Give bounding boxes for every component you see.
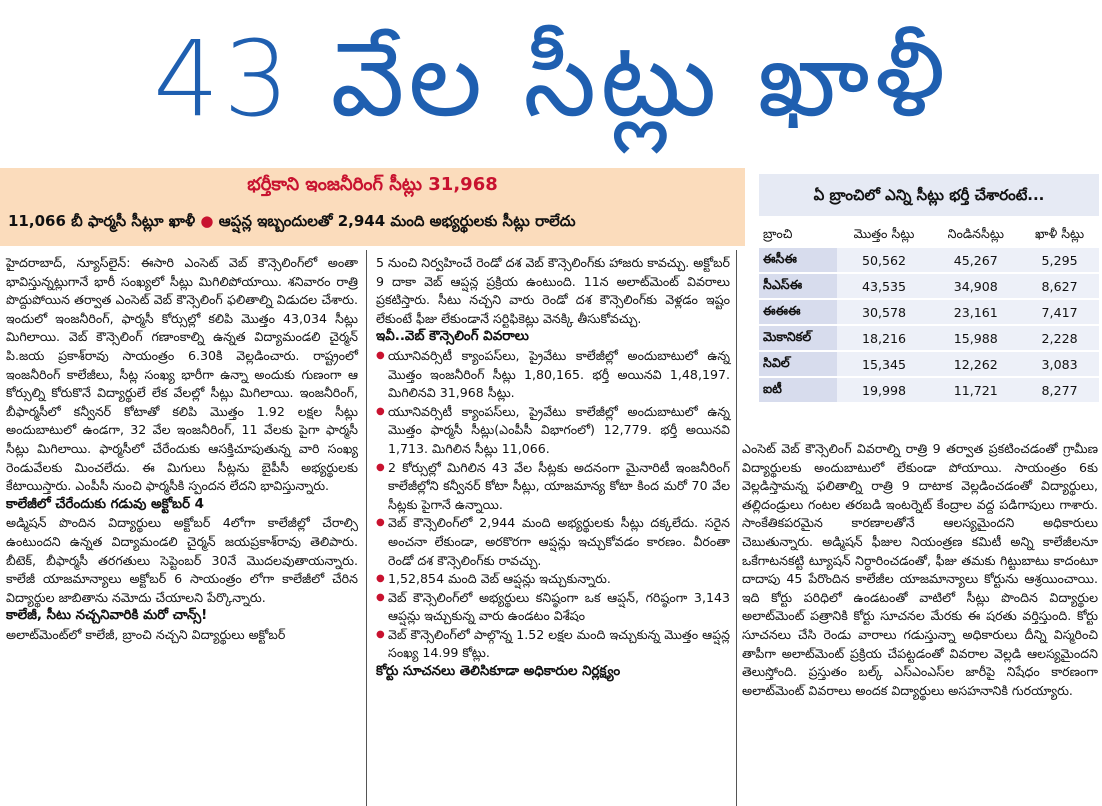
table-row bbox=[759, 351, 1099, 377]
list-item: ● 2 కోర్సుల్లో మిగిలిన 43 వేల సీట్లకు అదనంగా మైనారిటీ ఇంజనీరింగ్ కాలేజీల్లోని కన్వీనర్ కోటా సీట్లు, యాజమాన్య కోటా కింద మరో 70 వేల సీట్లకు పైగానే ఉన్నాయి. bbox=[376, 459, 730, 515]
header-filled: నిండినసీట్లు bbox=[931, 222, 1020, 248]
paragraph: అలాట్‌మెంట్‌లో కాలేజీ, బ్రాంచి నచ్చని విద్యార్థులు అక్టోబర్ bbox=[6, 626, 286, 642]
cell-total: 18,216 bbox=[837, 325, 932, 351]
subhead: కాలేజీ, సీటు నచ్చనివారికి మరో చాన్స్! bbox=[6, 608, 208, 624]
branch-table-box bbox=[759, 174, 1099, 430]
cell-branch: సీఎస్ఈ bbox=[759, 273, 837, 299]
cell-total: 15,345 bbox=[837, 351, 932, 377]
paragraph: హైదరాబాద్, న్యూస్‌లైన్: ఈసారి ఎంసెట్ వెబ్ కౌన్సెలింగ్‌లో అంతా భావిస్తున్నట్లుగానే భారీ సంఖ్యలో సీట్లు మిగిలిపోయాయి. శనివారం రాత్రి పొద్దుపోయిన తర్వాత ఎంసెట్ వెబ్ కౌన్సెలింగ్ ఫలితాల్ని విడుదల చేశారు. ఇందులో ఇంజనీరింగ్, ఫార్మసీ కోర్సుల్లో కలిపి మొత్తం 43,034 సీట్లు మిగిలాయి. వెబ్ కౌన్సెలింగ్ గణాంకాల్ని ఉన్నత విద్యామండలి చైర్మన్ పి.జయ ప్రకాశ్‌రావు సాయంత్రం 6.30కి వెల్లడించారు. రాష్ట్రంలో ఇంజనీరింగ్ కాలేజీలు, సీట్ల సంఖ్య భారీగా ఉన్నా అందుకు గుణంగా ఆ కోర్సుల్ని కోరుకొనే విద్యార్థులే లేక వేలల్లో సీట్లు మిగిలాయి. ఇంజనీరింగ్, బీఫార్మసీలో కన్వీనర్ కోటాతో కలిపి మొత్తం 1.92 లక్షల సీట్లు అందుబాటులో ఉండగా, 32 వేల ఇంజనీరింగ్, 11 వేలకు పైగా ఫార్మసీ సీట్లు మిగిలాయి. ఫార్మసీలో చేరేందుకు ఆసక్తిచూపుతున్న వారి సంఖ్య రెండువేలకు మించలేదు. ఈ మిగులు సీట్లను బైపీసీ అభ్యర్థులకు కేటాయిస్తారు. ఎంపీసీ నుంచి ఫార్మసీకి స్పందన లేదని భావిస్తున్నారు. bbox=[6, 255, 358, 494]
cell-branch: సివిల్ bbox=[759, 351, 837, 377]
cell-vacant: 8,627 bbox=[1020, 273, 1099, 299]
cell-total: 30,578 bbox=[837, 299, 932, 325]
subhead: కాలేజీలో చేరేందుకు గడువు అక్టోబర్ 4 bbox=[6, 496, 204, 512]
cell-total: 50,562 bbox=[837, 248, 932, 273]
cell-branch: ఈఈఈ bbox=[759, 299, 837, 325]
table-row bbox=[759, 377, 1099, 403]
cell-filled: 15,988 bbox=[931, 325, 1020, 351]
cell-vacant: 2,228 bbox=[1020, 325, 1099, 351]
header-vacant: ఖాళీ సీట్లు bbox=[1020, 222, 1099, 248]
cell-filled: 45,267 bbox=[931, 248, 1020, 273]
paragraph: 5 నుంచి నిర్వహించే రెండో దశ వెబ్ కౌన్సెలింగ్‌కు హాజరు కావచ్చు. అక్టోబర్ 9 దాకా వెబ్ ఆప్షన్ల ప్రక్రియ ఉంటుంది. 11న అలాట్‌మెంట్ వివరాలు ప్రకటిస్తారు. సీటు నచ్చని వారు రెండో దశ కౌన్సెలింగ్‌కు వెళ్లడం ఇష్టం లేకుంటే ఫీజు లేకుండానే సర్టిఫికెట్లు వెనక్కి తీసుకోవచ్చు. bbox=[376, 255, 730, 326]
cell-total: 19,998 bbox=[837, 377, 932, 403]
branch-table bbox=[759, 222, 1099, 404]
cell-filled: 12,262 bbox=[931, 351, 1020, 377]
subhead: కోర్టు సూచనలు తెలిసికూడా అధికారుల నిర్లక్ష్యం bbox=[376, 664, 621, 680]
article-column-2 bbox=[376, 254, 730, 682]
deck-box bbox=[0, 168, 745, 246]
subheadline-part2: ఆప్షన్ల ఇబ్బందులతో 2,944 మంది అభ్యర్థులకు సీట్లు రాలేదు bbox=[218, 212, 576, 230]
column-divider bbox=[366, 250, 367, 806]
paragraph: ఎంసెట్ వెబ్ కౌన్సెలింగ్ వివరాల్ని రాత్రి 9 తర్వాత ప్రకటించడంతో గ్రామీణ విద్యార్థులకు అందుబాటులో లేకుండా పోయాయి. సాయంత్రం 6కు వెల్లడిస్తామన్న ఫలితాల్ని రాత్రి 9 దాటాక వెల్లడించడంతో విద్యార్థులు, తల్లిదండ్రులు గంటల తరబడి ఇంటర్నెట్ కేంద్రాల వద్ద పడిగాపులు గాశారు. సాంకేతికపరమైన కారణాలతోనే ఆలస్యమైందని అధికారులు చెబుతున్నారు. అడ్మిషన్ ఫీజుల నియంత్రణ కమిటీ అన్ని కాలేజీలనూ ఒకేగాటనకట్టి ట్యూషన్ నిర్ధారించడంతో, ఫీజు తమకు గిట్టుబాటు కాదంటూ దాదాపు 45 పేరొందిన కాలేజీల యాజమాన్యాలు కోర్టును ఆశ్రయించాయి. ఇది కోర్టు పరిధిలో ఉండటంతో వాటిలో సీట్లు పొందిన విద్యార్థుల అలాట్‌మెంట్ పత్రానికి కోర్టు సూచనల మేరకు ఈ షరతు వర్తిస్తుంది. కోర్టు సూచనలు చేసి రెండు వారాలు గడుస్తున్నా అధికారులు దీన్ని విస్మరించి తాపీగా అలాట్‌మెంట్ ప్రక్రియ చేపట్టడంతో వివరాల వెల్లడి ఆలస్యమైందని తెలుస్తోంది. ప్రస్తుతం బల్క్ ఎస్ఎంఎస్‌ల జారీపై నిషేధం కారణంగా అలాట్‌మెంట్ వివరాలు అందక విద్యార్థులు అసహనానికి గురయ్యారు. bbox=[742, 441, 1098, 698]
bullet-dot-icon: ● bbox=[200, 212, 214, 230]
cell-vacant: 7,417 bbox=[1020, 299, 1099, 325]
paragraph: అడ్మిషన్ పొందిన విద్యార్థులు అక్టోబర్ 4లోగా కాలేజీల్లో చేరాల్సి ఉంటుందని ఉన్నత విద్యామండలి చైర్మన్ జయప్రకాశ్‌రావు తెలిపారు. బీటెక్, బీఫార్మసీ తరగతులు సెప్టెంబర్ 30నే మొదలవుతాయన్నారు. కాలేజీ యాజమాన్యాలు అక్టోబర్ 6 సాయంత్రం లోగా కాలేజీలో చేరిన విద్యార్థుల జాబితాను నమోదు చేయాలని పేర్కొన్నారు. bbox=[6, 515, 358, 605]
kicker: భర్తీకాని ఇంజనీరింగ్ సీట్లు 31,968 bbox=[247, 174, 498, 195]
cell-vacant: 5,295 bbox=[1020, 248, 1099, 273]
header-branch: బ్రాంచి bbox=[759, 222, 837, 248]
table-row bbox=[759, 299, 1099, 325]
cell-filled: 23,161 bbox=[931, 299, 1020, 325]
cell-filled: 34,908 bbox=[931, 273, 1020, 299]
list-item: ● 1,52,854 మంది వెబ్ ఆప్షన్లు ఇచ్చుకున్నారు. bbox=[376, 570, 730, 589]
table-row bbox=[759, 248, 1099, 273]
cell-vacant: 8,277 bbox=[1020, 377, 1099, 403]
list-item: ● యూనివర్సిటీ క్యాంపస్‌లు, ప్రైవేటు కాలేజీల్లో అందుబాటులో ఉన్న మొత్తం ఇంజనీరింగ్ సీట్లు 1,80,165. భర్తీ అయినవి 1,48,197. మిగిలినవి 31,968 సీట్లు. bbox=[376, 347, 730, 403]
list-item: ● యూనివర్సిటీ క్యాంపస్‌లు, ప్రైవేటు కాలేజీల్లో అందుబాటులో ఉన్న మొత్తం ఫార్మసీ సీట్లు(ఎంపీసీ విభాగంలో) 12,779. భర్తీ అయినవి 1,713. మిగిలిన సీట్లు 11,066. bbox=[376, 403, 730, 459]
cell-branch: ఈసీఈ bbox=[759, 248, 837, 273]
article-column-1 bbox=[6, 254, 358, 644]
cell-total: 43,535 bbox=[837, 273, 932, 299]
cell-branch: మెకానికల్ bbox=[759, 325, 837, 351]
subheadline bbox=[8, 212, 738, 234]
list-item: ● వెబ్ కౌన్సెలింగ్‌లో అభ్యర్థులు కనిష్ఠంగా ఒక ఆప్షన్, గరిష్ఠంగా 3,143 ఆప్షన్లు ఇచ్చుకున్న వారు ఉండటం విశేషం bbox=[376, 589, 730, 626]
table-row bbox=[759, 273, 1099, 299]
subhead: ఇవీ..వెబ్ కౌన్సెలింగ్ వివరాలు bbox=[376, 329, 529, 345]
list-item: ● వెబ్ కౌన్సెలింగ్‌లో పాల్గొన్న 1.52 లక్షల మంది ఇచ్చుకున్న మొత్తం ఆప్షన్ల సంఖ్య 14.99 కోట్లు. bbox=[376, 626, 730, 663]
cell-branch: ఐటీ bbox=[759, 377, 837, 403]
list-item: ● వెబ్ కౌన్సెలింగ్‌లో 2,944 మంది అభ్యర్థులకు సీట్లు దక్కలేదు. సరైన అంచనా లేకుండా, అరకొరగా ఆప్షన్లు ఇచ్చుకోవడం కారణం. వీరంతా రెండో దశ కౌన్సెలింగ్‌కు రావచ్చు. bbox=[376, 514, 730, 570]
column-divider bbox=[736, 250, 737, 806]
article-column-3 bbox=[742, 440, 1098, 700]
cell-vacant: 3,083 bbox=[1020, 351, 1099, 377]
subheadline-part1: 11,066 బీ ఫార్మసీ సీట్లూ ఖాళీ bbox=[8, 212, 196, 230]
cell-filled: 11,721 bbox=[931, 377, 1020, 403]
headline: 43 వేల సీట్లు ఖాళీ bbox=[153, 18, 949, 140]
table-header-row bbox=[759, 222, 1099, 248]
table-row bbox=[759, 325, 1099, 351]
header-total: మొత్తం సీట్లు bbox=[837, 222, 932, 248]
table-title: ఏ బ్రాంచిలో ఎన్ని సీట్లు భర్తీ చేశారంటే... bbox=[759, 174, 1099, 216]
